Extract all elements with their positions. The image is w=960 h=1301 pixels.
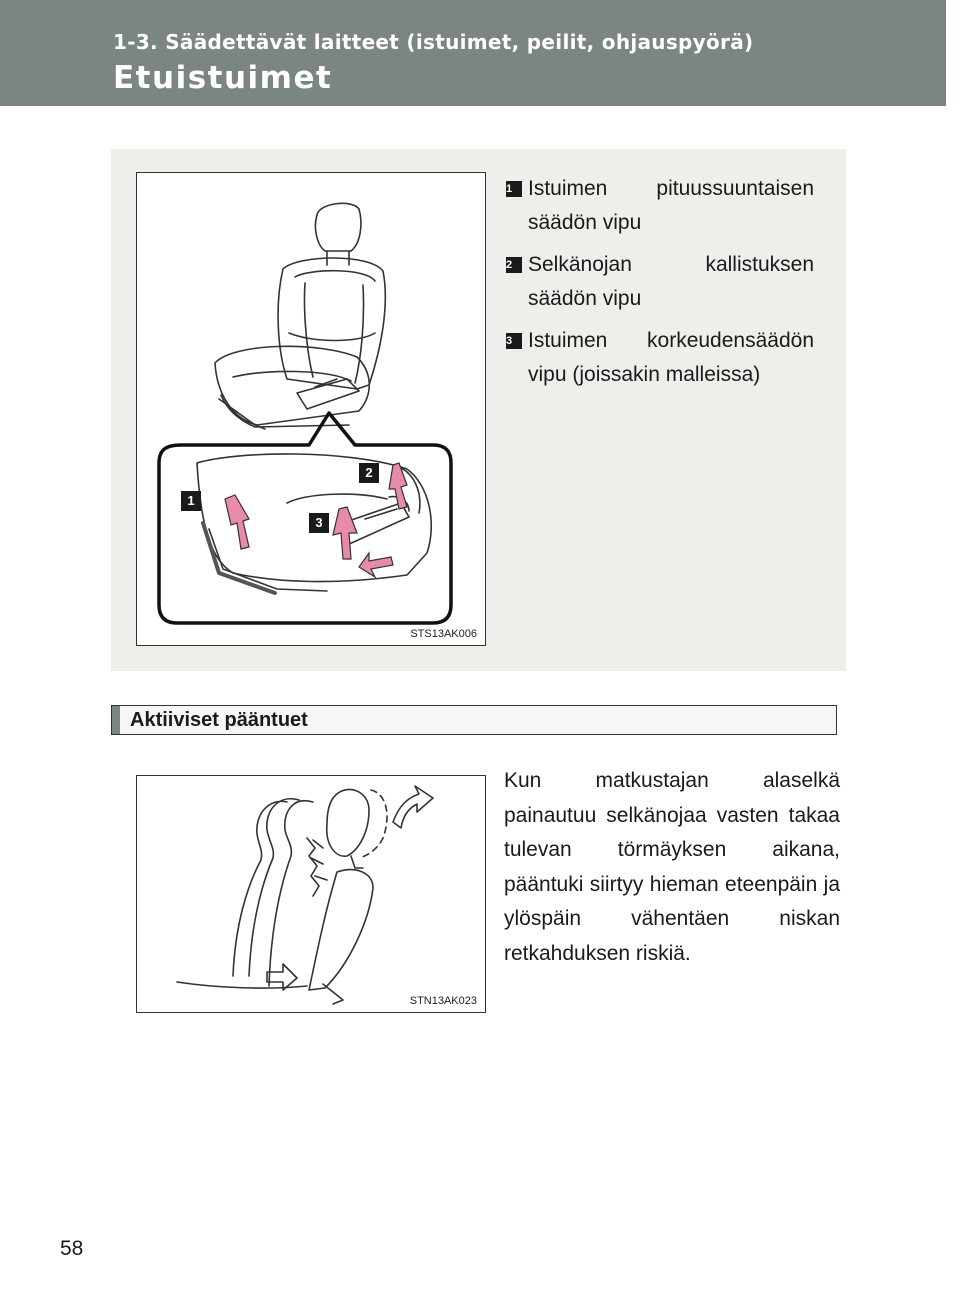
page-title: Etuistuimet <box>113 60 333 96</box>
heading-accent-bar <box>112 706 120 734</box>
figure-code: STN13AK023 <box>409 995 477 1007</box>
callout-2: 2 <box>359 463 379 483</box>
body-paragraph: Kun matkustajan alaselkä painautuu selkänojaa vasten takaa tulevan törmäyksen aikana, pääntuki siirtyy hieman eteenpäin ja ylöspäin vähentäen niskan retkahduksen riskiä. <box>504 769 840 965</box>
legend-text: Istuimen pituussuuntaisen säädön vipu <box>528 177 814 234</box>
page-number: 58 <box>60 1237 84 1260</box>
number-badge: 1 <box>506 181 522 197</box>
legend-item <box>506 172 814 240</box>
number-badge: 3 <box>506 333 522 349</box>
seat-adjustment-figure <box>136 172 486 646</box>
legend-text: Selkänojan kallistuksen säädön vipu <box>528 253 814 310</box>
section-title: 1-3. Säädettävät laitteet (istuimet, peilit, ohjauspyörä) <box>113 30 754 54</box>
legend-item <box>506 324 814 392</box>
legend-text: Istuimen korkeudensäädön vipu (joissakin malleissa) <box>528 329 814 386</box>
number-badge: 2 <box>506 257 522 273</box>
figure-code: STS13AK006 <box>410 628 477 640</box>
seat-illustration <box>137 173 485 645</box>
active-headrest-figure <box>136 775 486 1013</box>
legend-item <box>506 248 814 316</box>
callout-3: 3 <box>309 513 329 533</box>
headrest-illustration <box>137 776 485 1012</box>
subsection-heading <box>111 705 837 735</box>
page-header <box>0 0 946 106</box>
lever-legend <box>506 172 814 400</box>
subsection-title: Aktiiviset pääntuet <box>130 709 308 731</box>
callout-1: 1 <box>181 491 201 511</box>
